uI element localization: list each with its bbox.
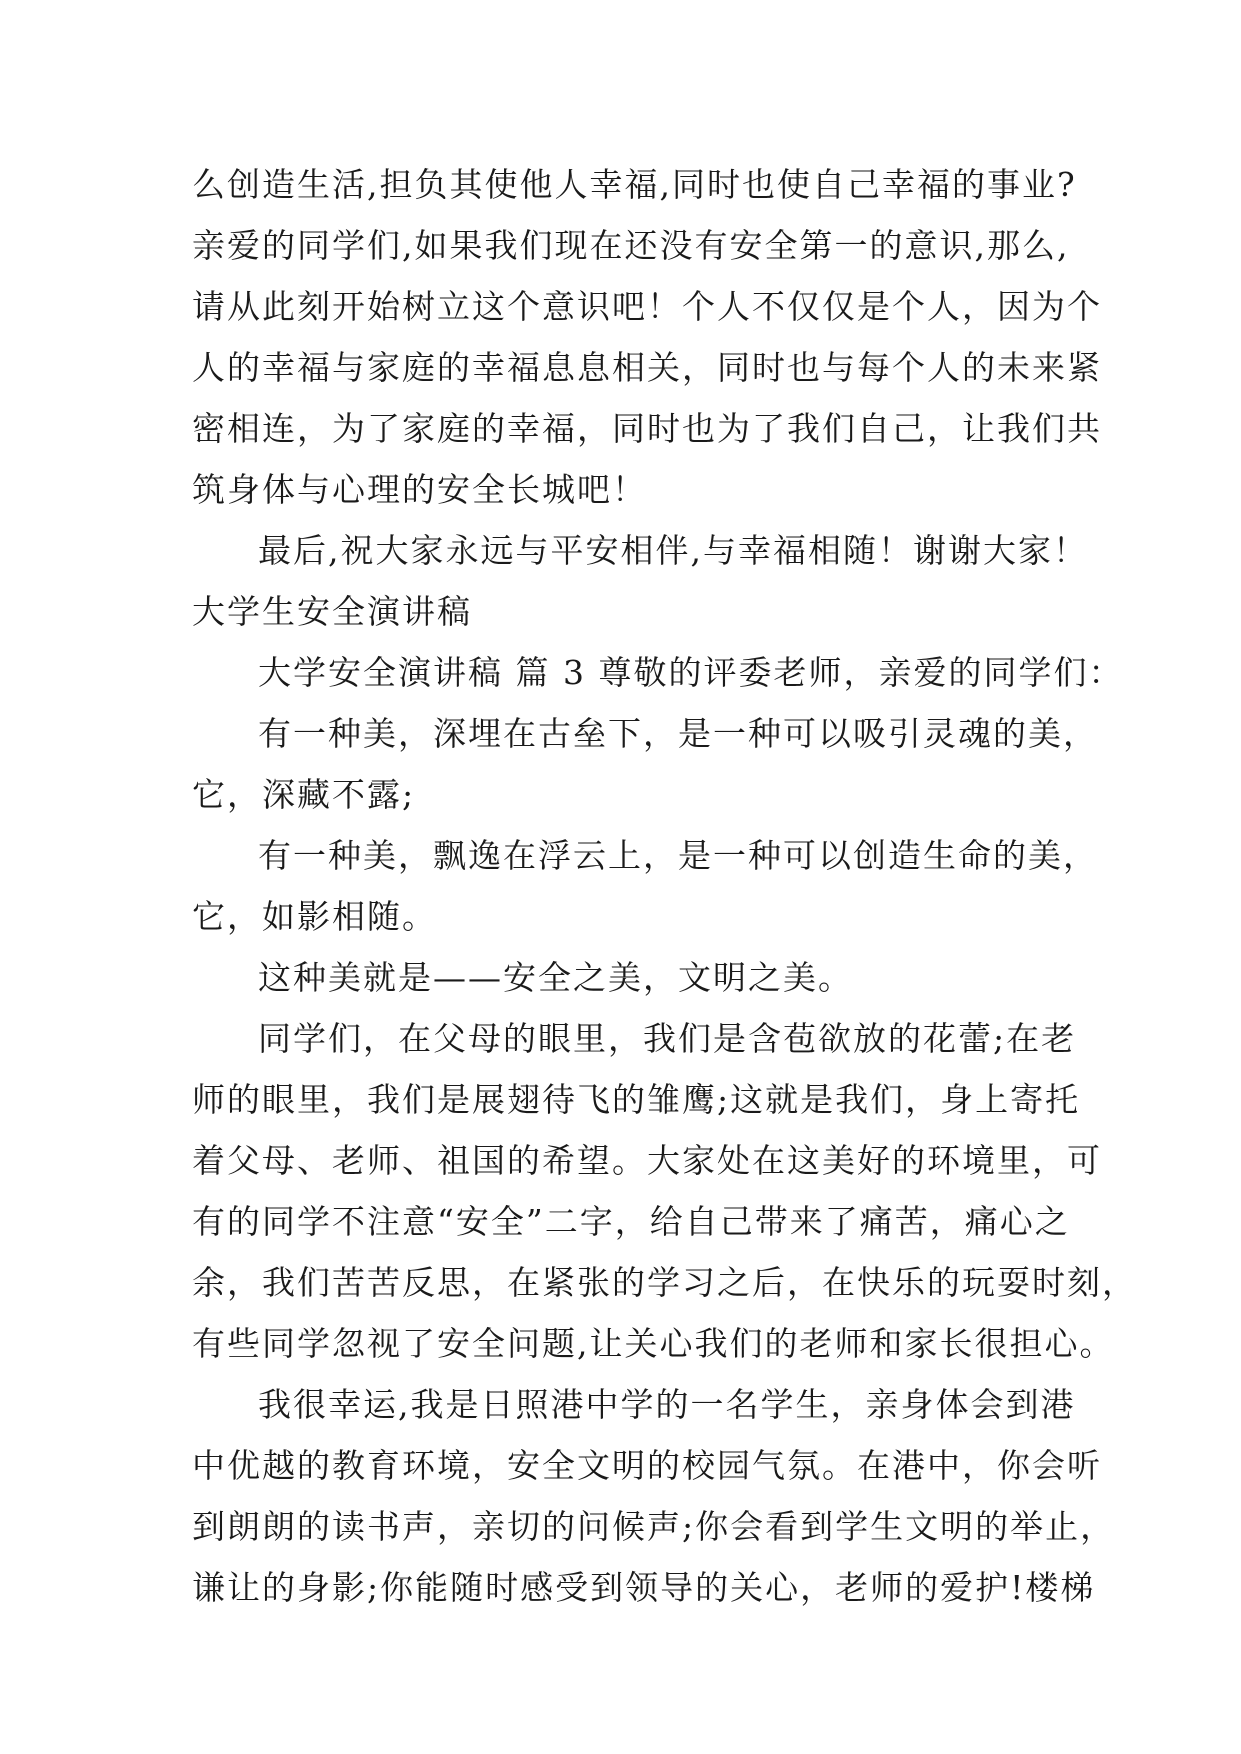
text-line: 我很幸运,我是日照港中学的一名学生，亲身体会到港: [258, 1385, 1076, 1424]
text-line: 谦让的身影;你能随时感受到领导的关心，老师的爱护!楼梯: [192, 1568, 1096, 1607]
text-line: 有些同学忽视了安全问题,让关心我们的老师和家长很担心。: [192, 1324, 1115, 1363]
text-line: 请从此刻开始树立这个意识吧！个人不仅仅是个人，因为个: [192, 287, 1102, 326]
text-line: 人的幸福与家庭的幸福息息相关，同时也与每个人的未来紧: [192, 348, 1102, 387]
text-line: 师的眼里，我们是展翅待飞的雏鹰;这就是我们，身上寄托: [192, 1080, 1081, 1119]
text-line: 有一种美，深埋在古垒下，是一种可以吸引灵魂的美，: [258, 714, 1098, 753]
text-line: 亲爱的同学们,如果我们现在还没有安全第一的意识,那么,: [192, 226, 1070, 265]
text-line: 这种美就是——安全之美，文明之美。: [258, 958, 853, 997]
text-line: 大学安全演讲稿 篇 3 尊敬的评委老师，亲爱的同学们：: [258, 653, 1124, 692]
text-line: 么创造生活,担负其使他人幸福,同时也使自己幸福的事业?: [192, 165, 1077, 204]
text-line: 到朗朗的读书声，亲切的问候声;你会看到学生文明的举止，: [192, 1507, 1116, 1546]
text-line: 余，我们苦苦反思，在紧张的学习之后，在快乐的玩耍时刻，: [192, 1263, 1137, 1302]
text-line: 有的同学不注意“安全”二字，给自己带来了痛苦，痛心之: [192, 1202, 1070, 1241]
text-line: 着父母、老师、祖国的希望。大家处在这美好的环境里，可: [192, 1141, 1102, 1180]
text-line: 最后,祝大家永远与平安相伴,与幸福相随！谢谢大家！: [258, 531, 1088, 570]
text-line: 它，深藏不露;: [192, 775, 416, 814]
text-line: 中优越的教育环境，安全文明的校园气氛。在港中，你会听: [192, 1446, 1102, 1485]
text-line: 同学们，在父母的眼里，我们是含苞欲放的花蕾;在老: [258, 1019, 1077, 1058]
text-line: 它，如影相随。: [192, 897, 437, 936]
text-line: 筑身体与心理的安全长城吧！: [192, 470, 647, 509]
document-body: [192, 154, 1137, 1618]
text-line: 有一种美，飘逸在浮云上，是一种可以创造生命的美，: [258, 836, 1098, 875]
text-line: 密相连，为了家庭的幸福，同时也为了我们自己，让我们共: [192, 409, 1102, 448]
section-title: 大学生安全演讲稿: [192, 592, 472, 631]
